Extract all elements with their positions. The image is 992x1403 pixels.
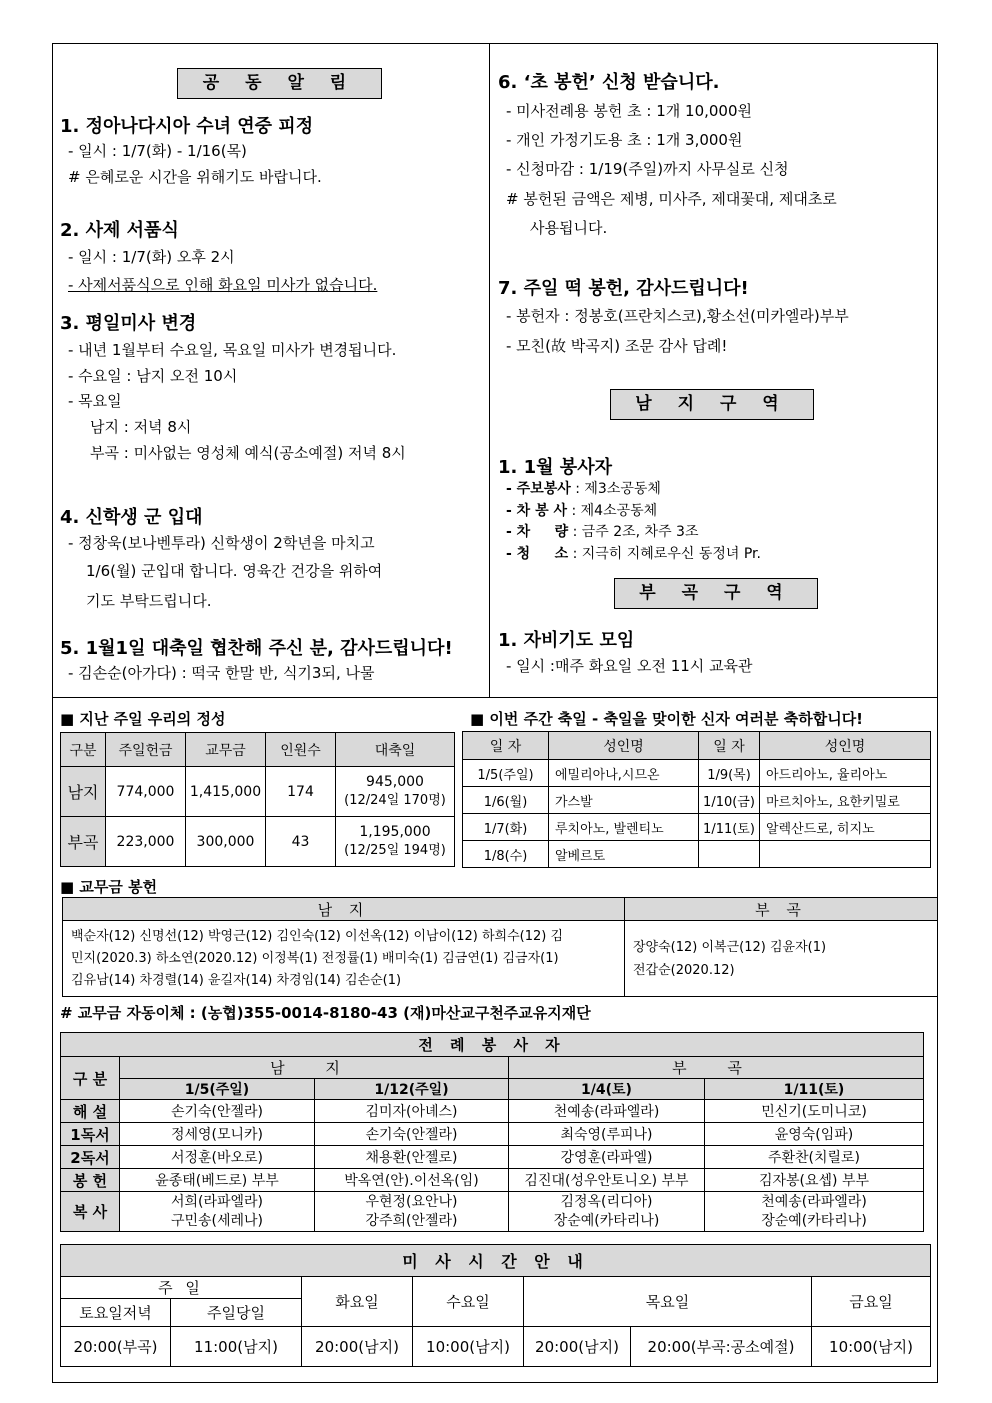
table-row [61,817,455,867]
mass-time: 10:00(남지) [812,1327,931,1367]
liturgy-cell: 최숙영(루피나) [509,1123,705,1146]
feast-date: 1/5(주일) [463,760,549,787]
mission-fund-header: 부 곡 [625,898,938,921]
column-divider [489,43,490,697]
table-row [463,760,931,787]
mass-time: 20:00(남지) [524,1327,631,1367]
liturgy-gubun: 구 분 [61,1057,120,1100]
table-row [61,1192,924,1232]
feast-date: 1/7(화) [463,814,549,841]
liturgy-cell: 윤종태(베드로) 부부 [120,1169,315,1192]
notice-3-title: 3. 평일미사 변경 [60,313,197,334]
feast-date: 1/8(수) [463,841,549,868]
liturgy-cell: 서희(라파엘라) [170,1193,264,1210]
mission-fund-bugok-line: 장양숙(12) 이복근(12) 김윤자(1) [633,939,827,955]
namji-key: - 차 량 [506,524,569,540]
namji-title: 남 지 구 역 [610,389,814,420]
liturgy-date: 1/5(주일) [120,1079,315,1100]
liturgy-date: 1/12(주일) [315,1079,509,1100]
feast-date: 1/9(목) [699,760,760,787]
notice-3-line: - 내년 1월부터 수요일, 목요일 미사가 변경됩니다. [68,341,397,359]
liturgy-row-label: 1독서 [61,1123,120,1146]
liturgy-cell: 김자봉(요셉) 부부 [705,1169,924,1192]
feast-saint: 알렉산드로, 히지노 [760,814,931,841]
liturgy-date: 1/11(토) [705,1079,924,1100]
notice-3-line: - 수요일 : 남지 오전 10시 [68,367,238,385]
namji-key: - 차 봉 사 [506,503,568,519]
notice-1-title: 1. 정아나다시아 수녀 연중 피정 [60,116,314,137]
liturgy-title: 전 례 봉 사 자 [61,1033,924,1057]
offering-row-label: 남지 [61,767,106,817]
liturgy-cell: 장순예(카타리나) [553,1212,660,1229]
liturgy-row-label: 2독서 [61,1146,120,1169]
liturgy-cell: 손기숙(안젤라) [315,1123,509,1146]
mass-sunday: 주 일 [61,1277,302,1299]
liturgy-cell: 강주희(안젤라) [365,1212,458,1229]
mission-fund-bugok-line: 전갑순(2020.12) [633,962,735,978]
notice-4-line: - 정창욱(보나벤투라) 신학생이 2학년을 마치고 [68,534,375,552]
notice-1-line: - 일시 : 1/7(화) - 1/16(목) [68,142,247,160]
mission-fund-namji-line: 민지(2020.3) 하소연(2020.12) 이정복(1) 전정률(1) 배미숙(1) 김금연(1) 김금자(1) [71,950,559,966]
offering-cell: 300,000 [186,817,266,867]
liturgy-cell: 민신기(도미니코) [705,1100,924,1123]
bugok-title: 부 곡 구 역 [614,578,818,609]
notice-1-line: # 은혜로운 시간을 위해기도 바랍니다. [68,168,322,186]
offering-cell: 945,000 [366,774,424,790]
liturgy-cell: 주환찬(치릴로) [705,1146,924,1169]
notice-6-line: - 미사전례용 봉헌 초 : 1개 10,000원 [506,102,753,120]
mission-fund-namji-line: 김유남(14) 차경렬(14) 윤길자(14) 차경임(14) 김손순(1) [71,972,402,988]
table-row [463,787,931,814]
mission-fund-title: ■ 교무금 봉헌 [60,878,158,896]
namji-key: - 청 소 [506,546,569,562]
table-row [61,1100,924,1123]
liturgy-cell: 우현정(요안나) [365,1193,458,1210]
notice-6-title: 6. ‘초 봉헌’ 신청 받습니다. [498,72,720,93]
table-row [61,1327,931,1367]
notice-3-line: 남지 : 저녁 8시 [90,418,192,436]
feast-saint: 루치아노, 발렌티노 [549,814,699,841]
table-row [61,1169,924,1192]
notice-2-title: 2. 사제 서품식 [60,220,179,241]
liturgy-cell: 김미자(아녜스) [315,1100,509,1123]
mass-sun-day: 주일당일 [171,1299,302,1327]
liturgy-cell: 김진대(성우안토니오) 부부 [509,1169,705,1192]
notice-4-line: 기도 부탁드립니다. [86,592,212,610]
mass-tue: 화요일 [302,1277,413,1327]
feast-saint: 마르치아노, 요한키밀로 [760,787,931,814]
feast-date: 1/10(금) [699,787,760,814]
mass-time: 11:00(남지) [171,1327,302,1367]
table-row [463,814,931,841]
notice-6-line: - 개인 가정기도용 초 : 1개 3,000원 [506,131,743,149]
table-row [61,1146,924,1169]
feast-table [462,731,931,868]
notice-3-line: - 목요일 [68,392,122,410]
feast-header: 성인명 [549,732,699,760]
notice-3-line: 부곡 : 미사없는 영성체 예식(공소예절) 저녁 8시 [90,444,406,462]
liturgy-row-label: 해 설 [61,1100,120,1123]
namji-value: : 지극히 지혜로우신 동정녀 Pr. [572,546,761,562]
liturgy-cell: 박옥연(안).이선옥(임) [315,1169,509,1192]
liturgy-cell: 서정훈(바오로) [120,1146,315,1169]
feast-date [699,841,760,868]
notice-5-line: - 김손순(아가다) : 떡국 한말 반, 식기3되, 나물 [68,664,375,682]
namji-key: - 주보봉사 [506,481,571,497]
table-row [61,1123,924,1146]
notice-7-line: - 모친(故 박곡지) 조문 감사 답례! [506,337,728,355]
bugok-section-title: 1. 자비기도 모임 [498,630,635,651]
feast-saint: 에밀리아나,시므온 [549,760,699,787]
mission-fund-header: 남 지 [63,898,625,921]
liturgy-cell: 구민송(세레나) [170,1212,264,1229]
liturgy-bugok: 부 곡 [509,1057,924,1079]
liturgy-namji: 남 지 [120,1057,509,1079]
mass-time: 20:00(남지) [302,1327,413,1367]
mass-time: 20:00(부곡:공소예절) [631,1327,812,1367]
section-divider [52,697,938,698]
notice-7-line: - 봉헌자 : 정봉호(프란치스코),황소선(미카엘라)부부 [506,307,849,325]
feast-header: 성인명 [760,732,931,760]
notice-6-line: # 봉헌된 금액은 제병, 미사주, 제대꽃대, 제대초로 [506,190,837,208]
feast-date: 1/11(토) [699,814,760,841]
feast-header: 일 자 [463,732,549,760]
liturgy-cell: 김정옥(리디아) [560,1193,653,1210]
mission-fund-namji-line: 백순자(12) 신명선(12) 박영근(12) 김인숙(12) 이선옥(12) 이남이(12) 하희수(12) 김 [71,928,564,944]
notice-2-line: - 일시 : 1/7(화) 오후 2시 [68,248,235,266]
notice-6-line: 사용됩니다. [530,219,608,237]
offering-table [60,732,455,867]
autopay-info: # 교무금 자동이체 : (농협)355-0014-8180-43 (재)마산교구천주교유지재단 [60,1004,591,1022]
offering-title: ■ 지난 주일 우리의 정성 [60,710,226,728]
offering-cell: 1,415,000 [186,767,266,817]
liturgy-cell: 윤영숙(임파) [705,1123,924,1146]
offering-cell: 174 [266,767,336,817]
offering-cell-note: (12/24일 170명) [344,792,446,808]
notice-4-line: 1/6(월) 군입대 합니다. 영육간 건강을 위하여 [86,562,383,580]
mass-thu: 목요일 [524,1277,812,1327]
mass-fri: 금요일 [812,1277,931,1327]
notice-6-line: - 신청마감 : 1/19(주일)까지 사무실로 신청 [506,160,789,178]
offering-cell: 774,000 [106,767,186,817]
namji-value: : 제4소공동체 [571,503,658,519]
offering-cell: 43 [266,817,336,867]
notice-5-title: 5. 1월1일 대축일 협찬해 주신 분, 감사드립니다! [60,638,453,659]
notice-7-title: 7. 주일 떡 봉헌, 감사드립니다! [498,278,749,299]
offering-cell: 1,195,000 [359,824,431,840]
liturgy-cell: 천예송(라파엘라) [509,1100,705,1123]
table-row [61,767,455,817]
feast-title: ■ 이번 주간 축일 - 축일을 맞이한 신자 여러분 축하합니다! [470,710,864,728]
feast-header: 일 자 [699,732,760,760]
liturgy-cell: 강영훈(라파엘) [509,1146,705,1169]
offering-header: 대축일 [336,733,455,767]
offering-cell: 223,000 [106,817,186,867]
liturgy-cell: 손기숙(안젤라) [120,1100,315,1123]
namji-section-title: 1. 1월 봉사자 [498,457,612,478]
liturgy-cell: 천예송(라파엘라) [761,1193,867,1210]
mass-time: 10:00(남지) [413,1327,524,1367]
notice-2-line: - 사제서품식으로 인해 화요일 미사가 없습니다. [68,276,378,294]
mass-sat-eve: 토요일저녁 [61,1299,171,1327]
namji-value: : 제3소공동체 [575,481,661,497]
liturgy-cell: 채용환(안젤로) [315,1146,509,1169]
feast-saint: 가스발 [549,787,699,814]
feast-saint [760,841,931,868]
offering-header: 구분 [61,733,106,767]
liturgy-date: 1/4(토) [509,1079,705,1100]
feast-saint: 알베르토 [549,841,699,868]
liturgy-row-label: 봉 헌 [61,1169,120,1192]
mass-title: 미 사 시 간 안 내 [61,1245,931,1277]
notice-title: 공 동 알 림 [177,68,382,99]
mass-wed: 수요일 [413,1277,524,1327]
offering-row-label: 부곡 [61,817,106,867]
feast-date: 1/6(월) [463,787,549,814]
feast-saint: 아드리아노, 율리아노 [760,760,931,787]
liturgy-cell: 정세영(모니카) [120,1123,315,1146]
namji-value: : 금주 2조, 차주 3조 [572,524,699,540]
mission-fund-table [62,897,938,997]
offering-header: 인원수 [266,733,336,767]
mass-time: 20:00(부곡) [61,1327,171,1367]
offering-header: 주일헌금 [106,733,186,767]
liturgy-cell: 장순예(카타리나) [761,1212,867,1229]
table-row [463,841,931,868]
notice-4-title: 4. 신학생 군 입대 [60,507,203,528]
offering-header: 교무금 [186,733,266,767]
bugok-line: - 일시 :매주 화요일 오전 11시 교육관 [506,657,753,675]
offering-cell-note: (12/25일 194명) [344,842,446,858]
liturgy-row-label: 복 사 [61,1192,120,1232]
liturgy-table [60,1032,924,1232]
mass-time-table [60,1244,931,1367]
